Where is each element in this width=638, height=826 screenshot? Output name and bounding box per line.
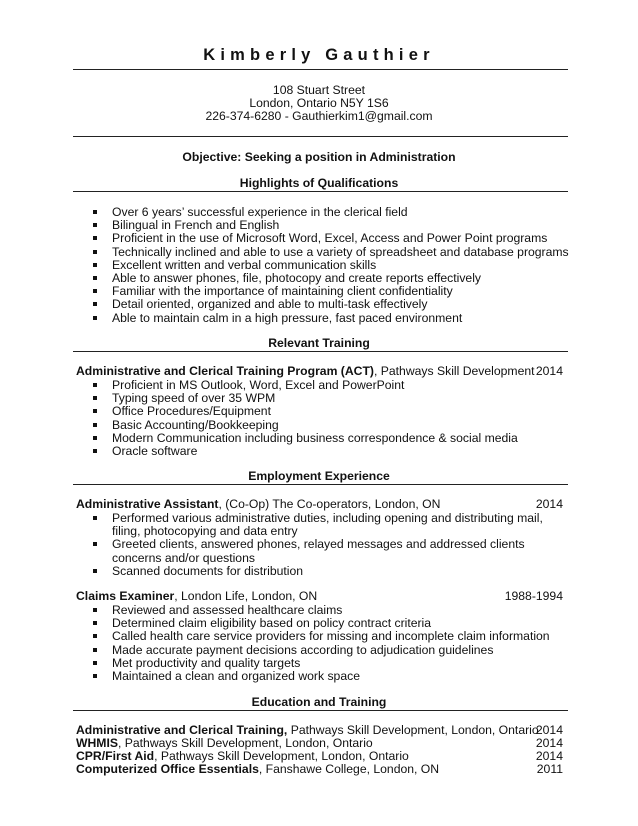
training-program-row [76, 365, 563, 379]
list-item: Able to answer phones, file, photocopy and create reports effectively [90, 272, 569, 285]
list-item: Reviewed and assessed healthcare claims [90, 604, 550, 617]
training-heading: Relevant Training [268, 336, 370, 350]
list-item: Greeted clients, answered phones, relayed messages and addressed clients concerns and/or questions [90, 538, 560, 564]
list-item: Performed various administrative duties, including opening and distributing mail, filing, photocopying and data entry [90, 512, 560, 538]
list-item: Proficient in MS Outlook, Word, Excel and PowerPoint [90, 379, 518, 392]
list-item: Office Procedures/Equipment [90, 405, 518, 418]
education-provider: , Fanshawe College, London, ON [258, 762, 440, 776]
education-name: WHMIS [76, 736, 118, 750]
list-item: Modern Communication including business correspondence & social media [90, 432, 518, 445]
applicant-name: Kimberly Gauthier [203, 46, 435, 64]
job-row-2 [76, 590, 563, 604]
highlights-divider [73, 191, 568, 192]
list-item: Excellent written and verbal communication skills [90, 259, 569, 272]
highlights-heading: Highlights of Qualifications [239, 176, 399, 190]
education-name: Administrative and Clerical Training, [76, 723, 288, 737]
job-employer: , (Co-Op) The Co-operators, London, ON [218, 497, 441, 511]
education-year: 2014 [535, 736, 563, 750]
training-list [90, 379, 518, 458]
job-year: 1988-1994 [504, 589, 563, 603]
education-year: 2011 [536, 762, 563, 776]
phone-email: 226-374-6280 - Gauthierkim1@gmail.com [205, 109, 433, 124]
job-row-1 [76, 498, 563, 512]
education-divider [73, 710, 568, 711]
street-address: 108 Stuart Street [272, 83, 366, 97]
job1-duties [90, 512, 560, 578]
job-title: Claims Examiner [76, 589, 175, 603]
list-item: Technically inclined and able to use a variety of spreadsheet and database programs [90, 246, 569, 259]
list-item: Basic Accounting/Bookkeeping [90, 419, 518, 432]
list-item: Proficient in the use of Microsoft Word, Excel, Access and Power Point programs [90, 232, 569, 245]
list-item: Called health care service providers for missing and incomplete claim information [90, 630, 550, 643]
education-row [76, 763, 563, 777]
training-program-name: Administrative and Clerical Training Program (ACT) [76, 364, 374, 378]
job-title: Administrative Assistant [76, 497, 219, 511]
education-heading: Education and Training [251, 695, 387, 709]
list-item: Familiar with the importance of maintaining client confidentiality [90, 285, 569, 298]
education-year: 2014 [535, 723, 563, 737]
list-item: Oracle software [90, 445, 518, 458]
list-item: Determined claim eligibility based on policy contract criteria [90, 617, 550, 630]
training-divider [73, 351, 568, 352]
contact-divider [73, 136, 568, 137]
training-provider: , Pathways Skill Development [373, 364, 535, 378]
job-employer: , London Life, London, ON [174, 589, 318, 603]
list-item: Able to maintain calm in a high pressure, fast paced environment [90, 312, 569, 325]
education-name: CPR/First Aid [76, 749, 155, 763]
list-item: Over 6 years’ successful experience in the clerical field [90, 206, 569, 219]
highlights-list [90, 206, 569, 325]
contact-block [0, 84, 638, 124]
education-provider: , Pathways Skill Development, London, Ontario [117, 736, 373, 750]
list-item: Made accurate payment decisions according to adjudication guidelines [90, 644, 550, 657]
list-item: Maintained a clean and organized work space [90, 670, 550, 683]
header-divider [73, 69, 568, 70]
education-provider: , Pathways Skill Development, London, Ontario [154, 749, 409, 763]
job2-duties [90, 604, 550, 683]
list-item: Scanned documents for distribution [90, 565, 560, 578]
employment-divider [73, 484, 568, 485]
list-item: Typing speed of over 35 WPM [90, 392, 518, 405]
city-postal: London, Ontario N5Y 1S6 [249, 96, 389, 111]
objective: Objective: Seeking a position in Administration [182, 150, 456, 164]
list-item: Met productivity and quality targets [90, 657, 550, 670]
training-year: 2014 [535, 364, 563, 378]
education-year: 2014 [535, 749, 563, 763]
job-year: 2014 [535, 497, 563, 511]
list-item: Detail oriented, organized and able to multi-task effectively [90, 298, 569, 311]
education-provider: Pathways Skill Development, London, Ontario [287, 723, 539, 737]
education-name: Computerized Office Essentials [76, 762, 259, 776]
employment-heading: Employment Experience [248, 469, 390, 483]
list-item: Bilingual in French and English [90, 219, 569, 232]
